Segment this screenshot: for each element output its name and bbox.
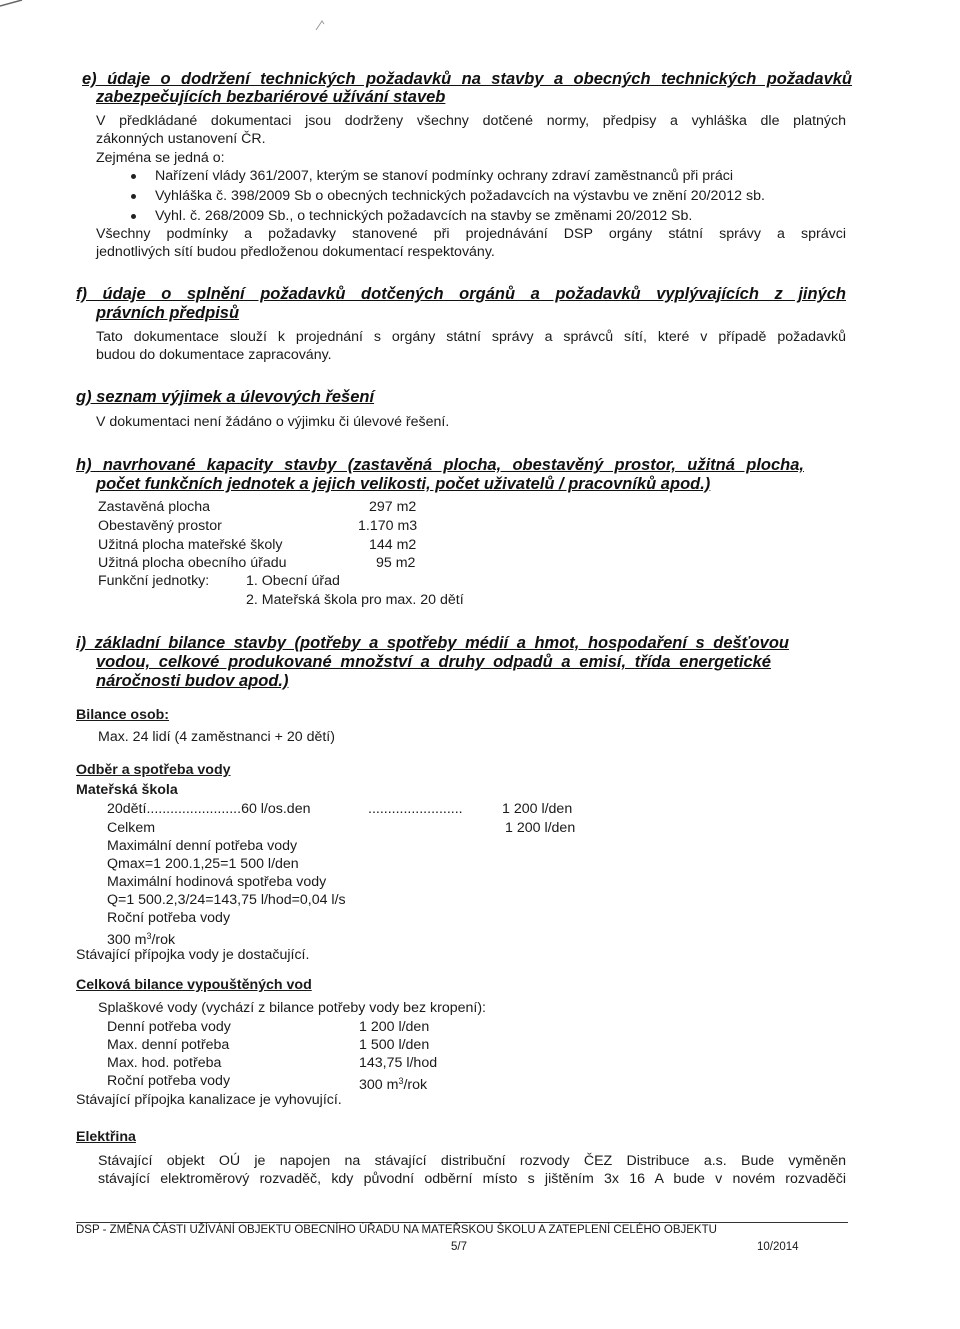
bullet-icon [131, 194, 136, 199]
section-e-bullet-3: Vyhl. č. 268/2009 Sb., o technických požadavcích na stavby se změnami 20/2012 Sb. [155, 208, 693, 224]
capacity-label: Užitná plocha obecního úřadu [98, 555, 287, 571]
section-h-title-line1: h) navrhované kapacity stavby (zastavěná plocha, obestavěný prostor, užitná plocha, [76, 456, 804, 474]
waste-row-value: 1 200 l/den [359, 1019, 430, 1035]
functional-unit-2: 2. Mateřská škola pro max. 20 dětí [246, 592, 464, 608]
waste-row-value: 1 500 l/den [359, 1037, 430, 1053]
water-line-children-count: 20dětí [107, 801, 147, 817]
water-calc-line: Qmax=1 200.1,25=1 500 l/den [107, 856, 299, 872]
capacity-label: Zastavěná plocha [98, 499, 210, 515]
section-e-title-line2: zabezpečujících bezbariérové užívání staveb [96, 88, 446, 106]
dot-leader: ........................ [146, 801, 242, 817]
footer-date: 10/2014 [757, 1241, 799, 1253]
water-calc-line: Maximální denní potřeba vody [107, 838, 298, 854]
functional-unit-1: 1. Obecní úřad [246, 573, 340, 589]
section-g-title: g) seznam výjimek a úlevových řešení [76, 388, 375, 406]
water-line-total-day: 1 200 l/den [502, 801, 573, 817]
water-line-children [107, 800, 310, 818]
section-e-paragraph-2: Zejména se jedná o: [96, 150, 225, 166]
waste-annual-label: Roční potřeba vody [107, 1073, 231, 1089]
section-e-paragraph-3-line2: jednotlivých sítí budou předloženou dokumentací respektovány. [96, 244, 495, 260]
water-heading: Odběr a spotřeba vody [76, 762, 231, 778]
scan-mark [0, 0, 30, 20]
section-e-bullet-1: Nařízení vlády 361/2007, kterým se stanoví podmínky ochrany zdraví zaměstnanců při práci [155, 168, 734, 184]
capacity-value: 95 m2 [376, 555, 416, 571]
waste-heading: Celková bilance vypouštěných vod [76, 977, 312, 993]
footer-project-title: DSP - ZMĚNA ČÁSTI UŽÍVÁNÍ OBJEKTU OBECNÍHO ÚŘADU NA MATEŘSKOU ŠKOLU A ZATEPLENÍ CELÉHO OBJEKTU [76, 1224, 717, 1236]
footer-page-number: 5/7 [451, 1241, 467, 1253]
water-calc-line: Roční potřeba vody [107, 910, 231, 926]
water-line-dots: ........................ [368, 801, 463, 817]
section-g-paragraph: V dokumentaci není žádáno o výjimku či úlevové řešení. [96, 414, 450, 430]
bullet-icon [131, 214, 136, 219]
waste-row-label: Max. denní potřeba [107, 1037, 230, 1053]
waste-row-label: Denní potřeba vody [107, 1019, 231, 1035]
water-annual-value: 300 $m^3$/rok [107, 931, 176, 948]
section-f-title-line1: f) údaje o splnění požadavků dotčených orgánů a požadavků vyplývajících z jiných [76, 285, 846, 303]
section-f-paragraph-line2: budou do dokumentace zapracovány. [96, 347, 332, 363]
waste-row-label: Max. hod. potřeba [107, 1055, 222, 1071]
capacity-value: 144 m2 [369, 537, 417, 553]
persons-heading: Bilance osob: [76, 707, 170, 723]
section-f-title-line2: právních předpisů [96, 304, 240, 322]
section-i-title-line3: náročnosti budov apod.) [96, 672, 289, 690]
water-total-label: Celkem [107, 820, 156, 836]
section-i-title-line2: vodou, celkové produkované množství a druhy odpadů a emisí, třída energetické [96, 653, 771, 671]
capacity-label: Užitná plocha mateřské školy [98, 537, 283, 553]
section-e-bullet-2: Vyhláška č. 398/2009 Sb o obecných technických požadavcích na výstavbu ve znění 20/2012 sb. [155, 188, 765, 204]
water-conclusion: Stávající přípojka vody je dostačující. [76, 947, 310, 963]
waste-annual-value: 300 $m^3$/rok [359, 1076, 428, 1093]
electricity-paragraph-line1: Stávající objekt OÚ je napojen na stávající distribuční rozvody ČEZ Distribuce a.s. Bude vyměněn [98, 1153, 846, 1169]
functional-units-label: Funkční jednotky: [98, 573, 210, 589]
school-heading: Mateřská škola [76, 782, 178, 798]
waste-intro: Splaškové vody (vychází z bilance potřeby vody bez kropení): [98, 1000, 486, 1016]
section-e-paragraph-1-line2: zákonných ustanovení ČR. [96, 131, 266, 147]
section-f-paragraph-line1: Tato dokumentace slouží k projednání s orgány státní správy a správců sítí, které v případě požadavků [96, 329, 846, 345]
electricity-heading: Elektřina [76, 1129, 136, 1145]
capacity-value: 1.170 m3 [358, 518, 418, 534]
waste-conclusion: Stávající přípojka kanalizace je vyhovující. [76, 1092, 342, 1108]
section-h-title-line2: počet funkčních jednotek a jejich velikosti, počet uživatelů / pracovníků apod.) [96, 475, 711, 493]
waste-row-value: 143,75 l/hod [359, 1055, 438, 1071]
scan-speck [314, 18, 326, 32]
persons-text: Max. 24 lidí (4 zaměstnanci + 20 dětí) [98, 729, 335, 745]
water-calc-line: Q=1 500.2,3/24=143,75 l/hod=0,04 l/s [107, 892, 346, 908]
section-i-title-line1: i) základní bilance stavby (potřeby a spotřeby médií a hmot, hospodaření s dešťovou [76, 634, 789, 652]
capacity-value: 297 m2 [369, 499, 417, 515]
bullet-icon [131, 174, 136, 179]
water-calc-line: Maximální hodinová spotřeba vody [107, 874, 327, 890]
section-e-paragraph-3-line1: Všechny podmínky a požadavky stanovené při projednávání DSP orgány státní správy a správci [96, 226, 846, 242]
water-total-value: 1 200 l/den [505, 820, 576, 836]
water-line-children-rate: 60 l/os.den [241, 801, 311, 817]
section-e-title-line1: e) údaje o dodržení technických požadavků na stavby a obecných technických požadavků [82, 70, 852, 88]
section-e-paragraph-1-line1: V předkládané dokumentaci jsou dodrženy všechny dotčené normy, předpisy a vyhláška dle platných [96, 113, 846, 129]
electricity-paragraph-line2: stávající elektroměrový rozvaděč, kdy původní odběrní místo s jištěním 3x 16 A bude v novém rozvaděči [98, 1171, 846, 1187]
capacity-label: Obestavěný prostor [98, 518, 222, 534]
